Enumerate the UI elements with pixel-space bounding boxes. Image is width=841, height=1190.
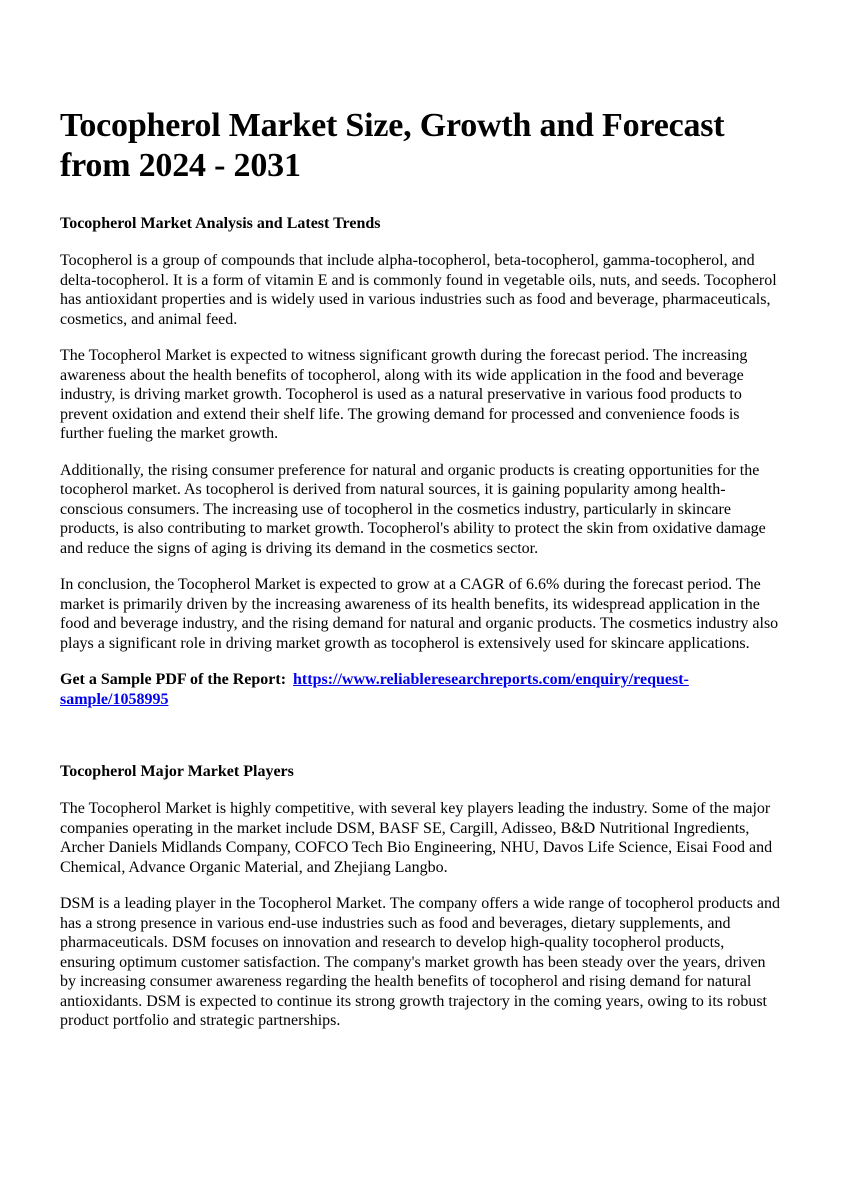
page-title: Tocopherol Market Size, Growth and Forecast from 2024 - 2031: [60, 107, 725, 184]
analysis-paragraph-2: The Tocopherol Market is expected to witness significant growth during the forecast period. The increasing awareness about the health benefits of tocopherol, along with its wide application in the food and beverage industry, is driving market growth. Tocopherol is used as a natural preservative in various food products to prevent oxidation and extend their shelf life. The growing demand for processed and convenience foods is further fueling the market growth.: [60, 347, 748, 442]
sample-pdf-link[interactable]: https://www.reliableresearchreports.com/enquiry/request-sample/1058995: [60, 671, 689, 708]
sample-pdf-line: [60, 670, 783, 709]
section-players: [60, 726, 783, 1031]
analysis-paragraph-1: Tocopherol is a group of compounds that include alpha-tocopherol, beta-tocopherol, gamma-tocopherol, and delta-tocopherol. It is a form of vitamin E and is commonly found in vegetable oils, nuts, and seeds. Tocopherol has antioxidant properties and is widely used in various industries such as food and beverage, pharmaceuticals, cosmetics, and animal feed.: [60, 252, 777, 328]
players-section-heading: Tocopherol Major Market Players: [60, 763, 294, 780]
sample-pdf-label: Get a Sample PDF of the Report:: [60, 671, 287, 688]
analysis-paragraph-4: In conclusion, the Tocopherol Market is expected to grow at a CAGR of 6.6% during the forecast period. The market is primarily driven by the increasing awareness of its health benefits, its widespread application in the food and beverage industry, and the rising demand for natural and organic products. The cosmetics industry also plays a significant role in driving market growth as tocopherol is extensively used for skincare applications.: [60, 576, 779, 652]
section-analysis: [60, 214, 783, 653]
analysis-paragraph-3: Additionally, the rising consumer preference for natural and organic products is creating opportunities for the tocopherol market. As tocopherol is derived from natural sources, it is gaining popularity among health-conscious consumers. The increasing use of tocopherol in the cosmetics industry, particularly in skincare products, is also contributing to market growth. Tocopherol's ability to protect the skin from oxidative damage and reduce the signs of aging is driving its demand in the cosmetics sector.: [60, 461, 766, 557]
players-paragraph-2: DSM is a leading player in the Tocopherol Market. The company offers a wide range of tocopherol products and has a strong presence in various end-use industries such as food and beverages, dietary supplements, and pharmaceuticals. DSM focuses on innovation and research to develop high-quality tocopherol products, ensuring optimum customer satisfaction. The company's market growth has been steady over the years, driven by increasing consumer awareness regarding the health benefits of tocopherol and rising demand for natural antioxidants. DSM is expected to continue its strong growth trajectory in the coming years, owing to its robust product portfolio and strategic partnerships.: [60, 895, 781, 1029]
analysis-section-heading: Tocopherol Market Analysis and Latest Trends: [60, 215, 381, 232]
players-paragraph-1: The Tocopherol Market is highly competitive, with several key players leading the industry. Some of the major companies operating in the market include DSM, BASF SE, Cargill, Adisseo, B&D Nutritional Ingredients, Archer Daniels Midlands Company, COFCO Tech Bio Engineering, NHU, Davos Life Science, Eisai Food and Chemical, Advance Organic Material, and Zhejiang Langbo.: [60, 800, 773, 876]
